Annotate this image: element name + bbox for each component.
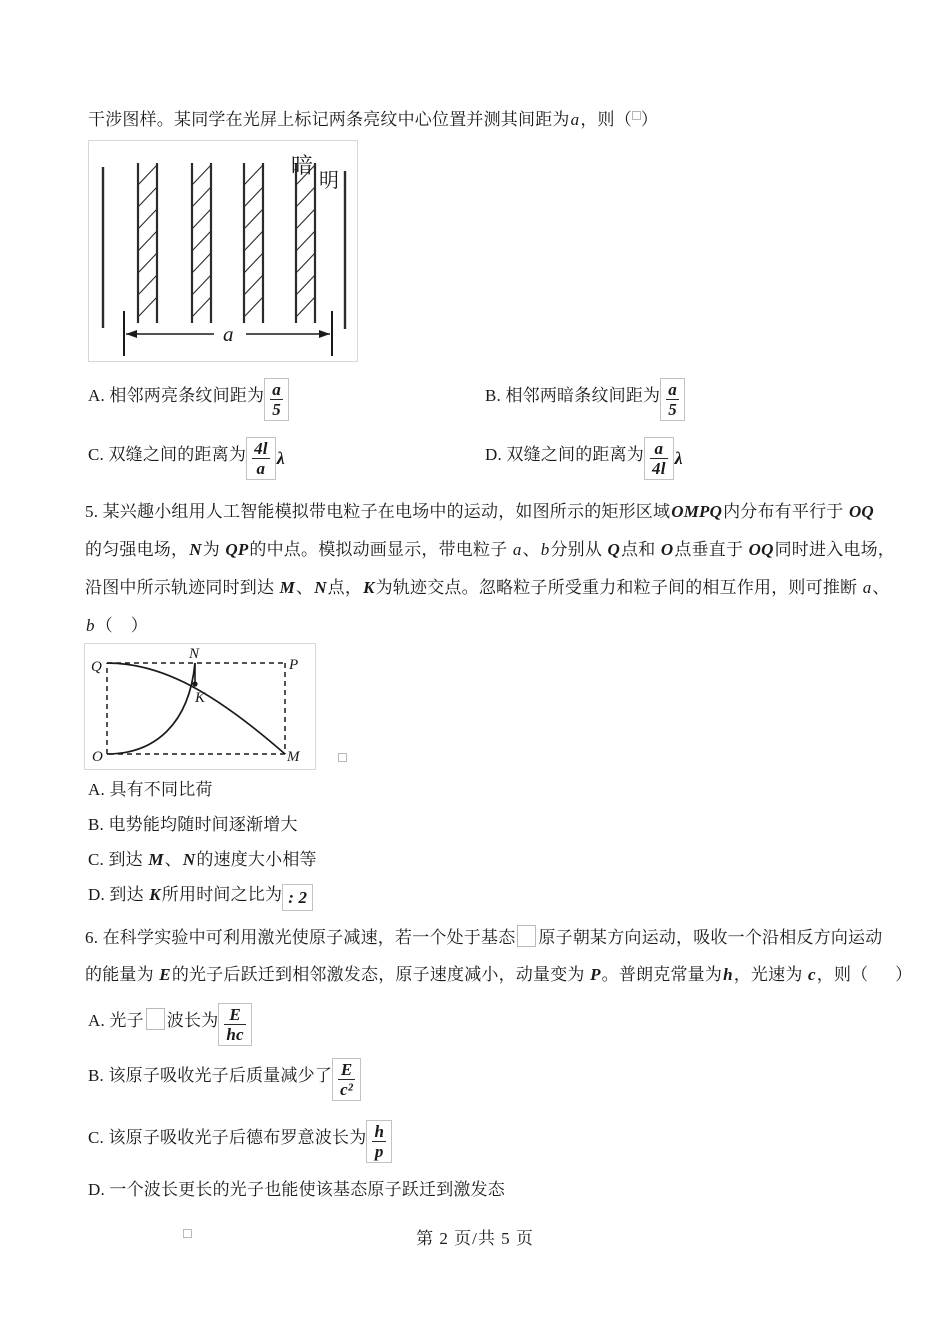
- q5-option-c-var-m: M: [148, 850, 164, 869]
- q6-option-b-text: 该原子吸收光子后质量减少了: [108, 1066, 333, 1085]
- fraction-denominator: 5: [668, 400, 677, 419]
- q6-option-a: [88, 1003, 252, 1046]
- q6-option-b-fraction: [332, 1058, 361, 1101]
- q4-option-d: [485, 437, 683, 480]
- q5-option-d-text: 到达: [109, 885, 144, 904]
- q6-var-h: h: [723, 965, 733, 984]
- q5-var-q: Q: [607, 540, 621, 559]
- figure-label-dark: 暗: [291, 153, 314, 178]
- q4-continuation-text-c: ）: [640, 110, 659, 129]
- q4-option-b-label: B.: [485, 386, 501, 405]
- fraction-numerator: E: [338, 1060, 355, 1080]
- q5-option-d-boxed-ratio: : 2: [282, 884, 313, 911]
- q4-option-d-fraction: [644, 437, 674, 480]
- q6-line1-b: 原子朝某方向运动，吸收一个沿相反方向运动: [538, 928, 883, 947]
- figure-label-bright: 明: [319, 170, 339, 192]
- q5-line2-a: 的匀强电场，: [85, 540, 189, 559]
- q6-line2-e: ，则（: [816, 965, 869, 984]
- q5-var-b-2: b: [86, 616, 95, 635]
- q5-var-n: N: [189, 540, 202, 559]
- q5-stem-line-2: [85, 538, 895, 561]
- fraction-numerator: a: [650, 439, 668, 459]
- fraction-denominator: c²: [340, 1080, 354, 1099]
- q5-option-d-text2: 所用时间之比为: [161, 885, 283, 904]
- q4-option-d-lambda: λ: [674, 448, 683, 468]
- fraction-numerator: E: [224, 1005, 245, 1025]
- q4-option-c-text: 双缝之间的距离为: [108, 445, 247, 464]
- q5-option-c: [88, 848, 317, 871]
- q4-option-d-label: D.: [485, 445, 502, 464]
- q6-option-c-fraction: [366, 1120, 392, 1163]
- q5-option-c-text3: 的速度大小相等: [196, 850, 317, 869]
- q6-line2-c: 。普朗克常量为: [601, 965, 723, 984]
- q4-option-a-text: 相邻两亮条纹间距为: [109, 386, 265, 405]
- q6-line2-b: 的光子后跃迁到相邻激发态，原子速度减小，动量变为: [171, 965, 585, 984]
- q5-line3-d: 为轨迹交点。忽略粒子所受重力和粒子间的相互作用，则可推断: [375, 578, 858, 597]
- q4-option-c-fraction: [246, 437, 276, 480]
- q6-stem-line-2: [85, 963, 912, 986]
- q5-line4-a: （: [95, 616, 113, 635]
- q6-option-a-label: A.: [88, 1011, 105, 1030]
- q6-option-d-label: D.: [88, 1180, 105, 1199]
- fraction-denominator: hc: [226, 1025, 244, 1044]
- q6-option-a-text-b: 波长为: [166, 1011, 219, 1030]
- q5-line2-g: 点垂直于: [674, 540, 744, 559]
- q4-continuation-text-b: ，则（: [580, 110, 632, 129]
- q5-option-d: [88, 883, 313, 911]
- q5-option-a: [88, 778, 213, 801]
- q5-var-k: K: [363, 578, 375, 597]
- q6-var-c: c: [808, 965, 816, 984]
- q4-option-b: [485, 378, 685, 421]
- q5-option-a-label: A.: [88, 780, 105, 799]
- fraction-denominator: p: [374, 1142, 384, 1161]
- q5-var-a-2: a: [862, 578, 872, 597]
- figure-dimension-label: a: [223, 322, 234, 346]
- q5-var-n-2: N: [314, 578, 327, 597]
- q5-line2-d: 、: [522, 540, 540, 559]
- fraction-numerator: 4l: [254, 439, 268, 458]
- q6-option-a-text-a: 光子: [109, 1011, 144, 1030]
- interference-fringe-svg: [89, 141, 357, 361]
- q5-stem-line-3: [85, 576, 890, 599]
- page-number-text: 第 2 页/共 5 页: [416, 1229, 534, 1248]
- q6-line2-d: ，光速为: [733, 965, 803, 984]
- q4-option-a: [88, 378, 289, 421]
- q6-option-d-text: 一个波长更长的光子也能使该基态原子跃迁到激发态: [109, 1180, 505, 1199]
- q5-option-c-text2: 、: [164, 850, 182, 869]
- q4-option-b-fraction: [660, 378, 685, 421]
- q5-option-b-label: B.: [88, 815, 104, 834]
- q4-option-c-lambda: λ: [276, 448, 285, 468]
- q5-var-a: a: [512, 540, 522, 559]
- q5-line2-f: 点和: [621, 540, 656, 559]
- q4-option-a-fraction: [264, 378, 289, 421]
- fraction-denominator: a: [256, 459, 266, 478]
- missing-glyph-box: [632, 111, 641, 120]
- q5-line4-b: ）: [130, 616, 148, 635]
- q4-option-d-text: 双缝之间的距离为: [506, 445, 644, 464]
- q6-line2-f: ）: [895, 965, 913, 984]
- fraction-numerator: a: [668, 380, 677, 399]
- q6-var-p: P: [590, 965, 601, 984]
- q6-var-e: E: [159, 965, 171, 984]
- q6-number: 6.: [85, 928, 99, 947]
- q4-option-b-text: 相邻两暗条纹间距为: [505, 386, 661, 405]
- particle-trajectory-svg: [85, 644, 315, 769]
- page-footer: [0, 1224, 950, 1249]
- q5-line2-c: 的中点。模拟动画显示，带电粒子: [249, 540, 508, 559]
- q5-stem-line-4: [85, 614, 148, 637]
- q5-var-m: M: [279, 578, 295, 597]
- figure-label-N: N: [189, 646, 200, 662]
- fraction-denominator: 5: [272, 400, 281, 419]
- q4-option-c-label: C.: [88, 445, 104, 464]
- missing-glyph-box: [146, 1008, 165, 1030]
- q5-var-oq-2: OQ: [748, 540, 774, 559]
- q6-option-c-label: C.: [88, 1128, 104, 1147]
- q5-line2-e: 分别从: [550, 540, 603, 559]
- q4-continuation-text-a: 干涉图样。某同学在光屏上标记两条亮纹中心位置并测其间距为: [88, 110, 570, 129]
- q5-var-o: O: [660, 540, 674, 559]
- q6-stem-line-1: [85, 925, 882, 949]
- fraction-denominator: 4l: [652, 459, 666, 478]
- q5-var-ompq: OMPQ: [671, 502, 723, 521]
- q5-var-qp: QP: [225, 540, 249, 559]
- q5-line2-b: 为: [202, 540, 220, 559]
- interference-fringe-figure: [88, 140, 358, 362]
- q5-line1-a: 某兴趣小组用人工智能模拟带电粒子在电场中的运动，如图所示的矩形区域: [102, 502, 671, 521]
- q6-option-c-text: 该原子吸收光子后德布罗意波长为: [108, 1128, 367, 1147]
- q5-line3-b: 、: [295, 578, 314, 597]
- figure-label-M: M: [287, 749, 300, 765]
- q5-var-b: b: [540, 540, 550, 559]
- figure-label-P: P: [289, 657, 299, 673]
- q4-continuation-var: a: [570, 110, 580, 129]
- q5-line1-b: 内分布有平行于: [723, 502, 844, 521]
- q5-line3-e: 、: [872, 578, 890, 597]
- q6-option-a-fraction: [218, 1003, 251, 1046]
- q5-option-b: [88, 813, 298, 836]
- q4-continuation-line: [88, 108, 658, 131]
- q4-option-a-label: A.: [88, 386, 105, 405]
- q6-option-d: [88, 1178, 505, 1201]
- missing-glyph-artifact: [338, 753, 347, 762]
- q5-option-c-text: 到达: [108, 850, 143, 869]
- q6-option-c: [88, 1120, 392, 1163]
- particle-trajectory-figure: [84, 643, 316, 770]
- q5-line3-c: 点，: [327, 578, 363, 597]
- fraction-numerator: h: [374, 1122, 385, 1141]
- q6-line2-a: 的能量为: [85, 965, 154, 984]
- q5-line2-h: 同时进入电场，: [774, 540, 895, 559]
- missing-glyph-box: [517, 925, 536, 947]
- figure-label-K: K: [195, 690, 206, 706]
- q5-line3-a: 沿图中所示轨迹同时到达: [85, 578, 275, 597]
- q5-option-a-text: 具有不同比荷: [109, 780, 213, 799]
- q5-stem-line-1: [85, 500, 875, 523]
- q6-option-b: [88, 1058, 361, 1101]
- q5-option-c-var-n: N: [182, 850, 196, 869]
- q5-option-d-label: D.: [88, 885, 105, 904]
- q5-number: 5.: [85, 502, 99, 521]
- q6-line1-a: 在科学实验中可利用激光使原子减速，若一个处于基态: [102, 928, 516, 947]
- q4-option-c: [88, 437, 285, 480]
- q5-option-c-label: C.: [88, 850, 104, 869]
- q5-option-d-var-k: K: [149, 885, 161, 904]
- figure-label-O: O: [92, 749, 103, 765]
- q6-option-b-label: B.: [88, 1066, 104, 1085]
- figure-label-Q: Q: [91, 659, 102, 675]
- q5-option-b-text: 电势能均随时间逐渐增大: [108, 815, 298, 834]
- fraction-numerator: a: [272, 380, 281, 399]
- q5-var-oq: OQ: [848, 502, 874, 521]
